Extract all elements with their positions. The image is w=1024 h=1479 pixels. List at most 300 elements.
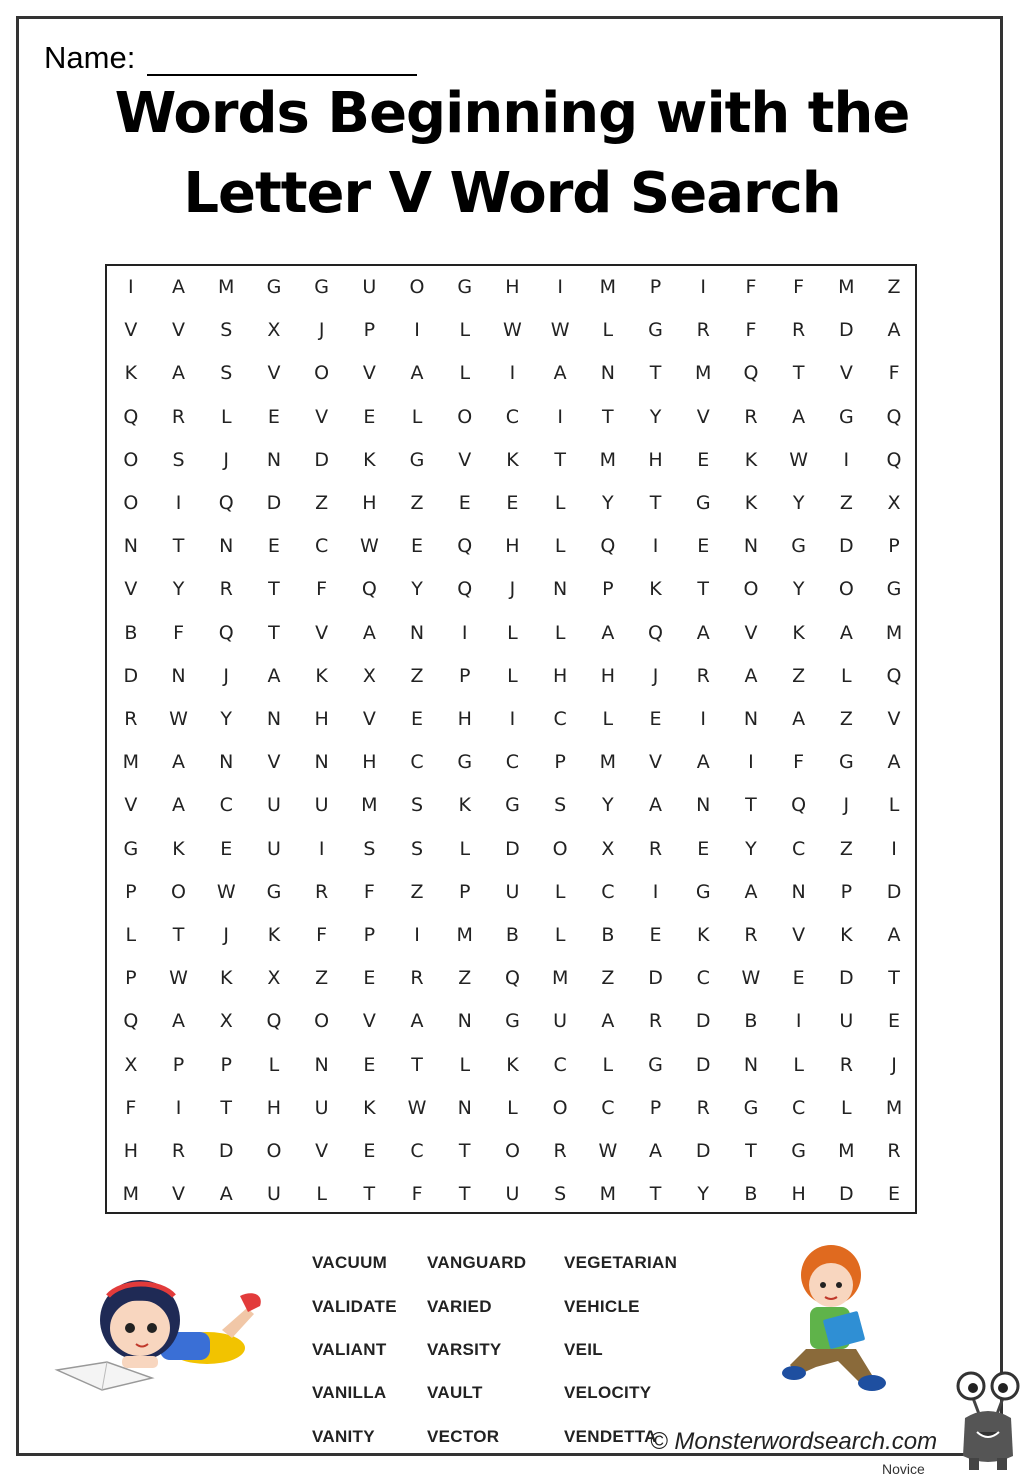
grid-cell[interactable]: Z: [315, 492, 329, 514]
grid-cell[interactable]: O: [552, 1096, 568, 1119]
grid-cell[interactable]: A: [219, 1183, 233, 1206]
grid-cell[interactable]: N: [457, 1096, 472, 1119]
grid-cell[interactable]: I: [652, 880, 659, 903]
grid-cell[interactable]: P: [220, 1053, 232, 1076]
grid-cell[interactable]: F: [411, 1183, 423, 1206]
grid-cell[interactable]: R: [171, 1140, 186, 1162]
grid-cell[interactable]: I: [891, 837, 897, 860]
grid-cell[interactable]: A: [744, 880, 758, 903]
grid-cell[interactable]: L: [841, 1096, 852, 1119]
grid-cell[interactable]: Q: [648, 621, 664, 644]
grid-cell[interactable]: X: [601, 837, 615, 860]
grid-cell[interactable]: A: [172, 1010, 186, 1033]
grid-cell[interactable]: I: [175, 492, 182, 514]
grid-cell[interactable]: A: [887, 751, 901, 774]
grid-cell[interactable]: H: [457, 708, 472, 730]
grid-cell[interactable]: L: [507, 664, 518, 687]
grid-cell[interactable]: P: [125, 967, 137, 990]
grid-cell[interactable]: T: [363, 1183, 376, 1206]
grid-cell[interactable]: J: [223, 924, 230, 946]
grid-cell[interactable]: C: [505, 405, 520, 428]
grid-cell[interactable]: K: [649, 578, 662, 601]
grid-cell[interactable]: Q: [123, 405, 139, 428]
grid-cell[interactable]: E: [506, 492, 519, 514]
grid-cell[interactable]: O: [314, 1010, 330, 1033]
grid-cell[interactable]: W: [741, 967, 761, 990]
grid-cell[interactable]: D: [123, 664, 139, 687]
grid-cell[interactable]: S: [411, 837, 424, 860]
grid-cell[interactable]: Z: [887, 276, 901, 298]
grid-cell[interactable]: L: [793, 1053, 804, 1076]
grid-cell[interactable]: T: [649, 492, 662, 514]
grid-cell[interactable]: S: [220, 319, 233, 342]
grid-cell[interactable]: T: [792, 362, 805, 385]
grid-cell[interactable]: K: [124, 362, 138, 385]
grid-cell[interactable]: W: [503, 319, 522, 342]
grid-cell[interactable]: Z: [839, 708, 853, 730]
grid-cell[interactable]: K: [363, 1096, 376, 1119]
grid-cell[interactable]: D: [695, 1010, 711, 1033]
grid-cell[interactable]: V: [315, 405, 329, 428]
grid-cell[interactable]: M: [218, 276, 235, 298]
grid-cell[interactable]: N: [171, 664, 186, 687]
grid-cell[interactable]: M: [838, 1140, 855, 1162]
grid-cell[interactable]: W: [169, 708, 188, 730]
grid-cell[interactable]: M: [599, 1183, 617, 1206]
grid-cell[interactable]: M: [122, 751, 140, 774]
grid-cell[interactable]: G: [886, 578, 902, 601]
grid-cell[interactable]: A: [172, 751, 186, 774]
grid-cell[interactable]: F: [745, 319, 757, 342]
grid-cell[interactable]: Q: [886, 664, 902, 687]
grid-cell[interactable]: P: [554, 751, 566, 774]
grid-cell[interactable]: P: [125, 880, 137, 903]
grid-cell[interactable]: U: [266, 794, 281, 817]
grid-cell[interactable]: M: [551, 967, 569, 990]
grid-cell[interactable]: E: [220, 837, 233, 860]
grid-cell[interactable]: V: [649, 751, 663, 774]
grid-cell[interactable]: O: [123, 448, 139, 471]
name-line[interactable]: [147, 40, 417, 76]
grid-cell[interactable]: X: [267, 319, 281, 342]
grid-cell[interactable]: R: [696, 319, 710, 342]
grid-cell[interactable]: K: [220, 967, 233, 990]
grid-cell[interactable]: L: [554, 492, 566, 514]
grid-cell[interactable]: G: [791, 535, 806, 558]
grid-cell[interactable]: K: [792, 621, 805, 644]
grid-cell[interactable]: T: [172, 535, 185, 558]
grid-cell[interactable]: Y: [792, 578, 805, 601]
grid-cell[interactable]: E: [649, 924, 662, 946]
grid-cell[interactable]: K: [840, 924, 853, 946]
grid-cell[interactable]: D: [266, 492, 282, 514]
grid-cell[interactable]: Y: [172, 578, 185, 601]
grid-cell[interactable]: P: [840, 880, 853, 903]
grid-cell[interactable]: T: [458, 1140, 471, 1162]
grid-cell[interactable]: M: [885, 1096, 903, 1119]
grid-cell[interactable]: Z: [839, 492, 853, 514]
grid-cell[interactable]: C: [219, 794, 233, 817]
grid-cell[interactable]: K: [744, 448, 758, 471]
grid-cell[interactable]: T: [458, 1183, 471, 1206]
grid-cell[interactable]: M: [599, 276, 617, 298]
grid-cell[interactable]: T: [888, 967, 900, 990]
grid-cell[interactable]: Q: [218, 621, 234, 644]
grid-cell[interactable]: U: [314, 794, 329, 817]
grid-cell[interactable]: F: [125, 1096, 137, 1119]
grid-cell[interactable]: G: [457, 276, 473, 298]
grid-cell[interactable]: V: [315, 621, 329, 644]
grid-cell[interactable]: K: [697, 924, 710, 946]
grid-cell[interactable]: E: [649, 708, 662, 730]
grid-cell[interactable]: A: [696, 751, 710, 774]
grid-cell[interactable]: H: [600, 664, 615, 687]
grid-cell[interactable]: E: [792, 967, 805, 990]
grid-cell[interactable]: G: [123, 837, 139, 860]
grid-cell[interactable]: T: [697, 578, 710, 601]
grid-cell[interactable]: N: [219, 535, 234, 558]
grid-cell[interactable]: J: [891, 1053, 897, 1076]
grid-cell[interactable]: A: [744, 664, 758, 687]
grid-cell[interactable]: G: [648, 319, 663, 342]
grid-cell[interactable]: N: [743, 708, 759, 730]
grid-cell[interactable]: A: [887, 924, 901, 946]
grid-cell[interactable]: U: [266, 837, 281, 860]
grid-cell[interactable]: V: [124, 794, 138, 817]
grid-cell[interactable]: C: [505, 751, 520, 774]
grid-cell[interactable]: R: [792, 319, 806, 342]
grid-cell[interactable]: G: [791, 1140, 806, 1162]
grid-cell[interactable]: V: [839, 362, 853, 385]
grid-cell[interactable]: I: [652, 535, 659, 558]
grid-cell[interactable]: H: [505, 535, 520, 558]
grid-cell[interactable]: B: [124, 621, 138, 644]
grid-cell[interactable]: H: [791, 1183, 806, 1206]
grid-cell[interactable]: I: [509, 708, 516, 730]
grid-cell[interactable]: V: [887, 708, 901, 730]
grid-cell[interactable]: M: [361, 794, 378, 817]
grid-cell[interactable]: J: [318, 319, 325, 342]
grid-cell[interactable]: K: [506, 1053, 519, 1076]
grid-cell[interactable]: I: [748, 751, 754, 774]
grid-cell[interactable]: S: [363, 837, 376, 860]
grid-cell[interactable]: Y: [411, 578, 423, 601]
grid-cell[interactable]: D: [886, 880, 902, 903]
grid-cell[interactable]: A: [792, 405, 806, 428]
grid-cell[interactable]: H: [648, 448, 663, 471]
grid-cell[interactable]: A: [839, 621, 853, 644]
grid-cell[interactable]: D: [839, 1183, 854, 1206]
grid-cell[interactable]: G: [648, 1053, 663, 1076]
grid-cell[interactable]: D: [695, 1053, 711, 1076]
grid-cell[interactable]: B: [744, 1010, 758, 1033]
grid-cell[interactable]: I: [414, 924, 420, 946]
grid-cell[interactable]: L: [602, 708, 614, 730]
grid-cell[interactable]: D: [218, 1140, 234, 1162]
grid-cell[interactable]: A: [649, 1140, 663, 1162]
grid-cell[interactable]: J: [509, 578, 516, 601]
grid-cell[interactable]: I: [557, 276, 563, 298]
grid-cell[interactable]: M: [456, 924, 473, 946]
grid-cell[interactable]: V: [267, 751, 281, 774]
grid-cell[interactable]: M: [599, 448, 617, 471]
grid-cell[interactable]: G: [266, 276, 282, 298]
grid-cell[interactable]: V: [696, 405, 710, 428]
grid-cell[interactable]: C: [601, 880, 615, 903]
grid-cell[interactable]: J: [652, 664, 659, 687]
grid-cell[interactable]: X: [219, 1010, 233, 1033]
grid-cell[interactable]: K: [315, 664, 328, 687]
grid-cell[interactable]: G: [695, 492, 711, 514]
grid-cell[interactable]: K: [458, 794, 471, 817]
grid-cell[interactable]: A: [172, 794, 186, 817]
grid-cell[interactable]: E: [363, 1140, 376, 1162]
grid-cell[interactable]: P: [649, 1096, 662, 1119]
grid-cell[interactable]: L: [268, 1053, 280, 1076]
grid-cell[interactable]: A: [601, 621, 615, 644]
grid-cell[interactable]: G: [743, 1096, 759, 1119]
grid-cell[interactable]: L: [125, 924, 137, 946]
grid-cell[interactable]: N: [219, 751, 234, 774]
grid-cell[interactable]: E: [697, 448, 710, 471]
grid-cell[interactable]: S: [172, 448, 185, 471]
grid-cell[interactable]: N: [314, 1053, 329, 1076]
grid-cell[interactable]: E: [267, 535, 280, 558]
grid-cell[interactable]: T: [649, 362, 662, 385]
grid-cell[interactable]: L: [507, 621, 518, 644]
grid-cell[interactable]: A: [696, 621, 710, 644]
grid-cell[interactable]: G: [695, 880, 711, 903]
grid-cell[interactable]: A: [601, 1010, 615, 1033]
grid-cell[interactable]: E: [888, 1183, 901, 1206]
grid-cell[interactable]: V: [792, 924, 806, 946]
grid-cell[interactable]: H: [266, 1096, 282, 1119]
grid-cell[interactable]: K: [267, 924, 281, 946]
grid-cell[interactable]: Z: [410, 664, 424, 687]
grid-cell[interactable]: O: [266, 1140, 282, 1162]
grid-cell[interactable]: T: [220, 1096, 233, 1119]
grid-cell[interactable]: U: [505, 1183, 520, 1206]
grid-cell[interactable]: I: [557, 405, 563, 428]
grid-cell[interactable]: O: [552, 837, 568, 860]
grid-cell[interactable]: G: [409, 448, 425, 471]
grid-cell[interactable]: P: [172, 1053, 185, 1076]
grid-cell[interactable]: R: [124, 708, 138, 730]
grid-cell[interactable]: U: [505, 880, 520, 903]
grid-cell[interactable]: L: [602, 1053, 614, 1076]
grid-cell[interactable]: L: [507, 1096, 518, 1119]
grid-cell[interactable]: B: [601, 924, 615, 946]
grid-cell[interactable]: Q: [743, 362, 759, 385]
grid-cell[interactable]: F: [793, 276, 805, 298]
grid-cell[interactable]: V: [172, 1183, 186, 1206]
grid-cell[interactable]: Y: [602, 492, 614, 514]
grid-cell[interactable]: A: [172, 362, 186, 385]
grid-cell[interactable]: T: [172, 924, 185, 946]
grid-cell[interactable]: L: [459, 319, 471, 342]
grid-cell[interactable]: L: [602, 319, 614, 342]
grid-cell[interactable]: D: [648, 967, 663, 990]
grid-cell[interactable]: X: [124, 1053, 138, 1076]
name-field[interactable]: [44, 40, 417, 76]
grid-cell[interactable]: L: [459, 362, 471, 385]
grid-cell[interactable]: C: [553, 1053, 567, 1076]
grid-cell[interactable]: E: [363, 405, 376, 428]
grid-cell[interactable]: T: [745, 794, 757, 817]
grid-cell[interactable]: Y: [745, 837, 757, 860]
grid-cell[interactable]: A: [267, 664, 281, 687]
grid-cell[interactable]: U: [839, 1010, 854, 1033]
grid-cell[interactable]: E: [458, 492, 471, 514]
grid-cell[interactable]: H: [505, 276, 520, 298]
grid-cell[interactable]: D: [839, 319, 854, 342]
grid-cell[interactable]: P: [888, 535, 900, 558]
grid-cell[interactable]: D: [839, 535, 854, 558]
grid-cell[interactable]: O: [123, 492, 139, 514]
grid-cell[interactable]: G: [505, 1010, 520, 1033]
grid-cell[interactable]: C: [792, 837, 806, 860]
grid-cell[interactable]: B: [744, 1183, 758, 1206]
grid-cell[interactable]: C: [601, 1096, 615, 1119]
grid-cell[interactable]: Z: [601, 967, 615, 990]
grid-cell[interactable]: L: [841, 664, 852, 687]
grid-cell[interactable]: A: [410, 1010, 424, 1033]
grid-cell[interactable]: A: [887, 319, 901, 342]
grid-cell[interactable]: O: [314, 362, 330, 385]
grid-cell[interactable]: I: [175, 1096, 182, 1119]
grid-cell[interactable]: V: [362, 362, 376, 385]
grid-cell[interactable]: E: [267, 405, 280, 428]
grid-cell[interactable]: U: [553, 1010, 568, 1033]
grid-cell[interactable]: E: [411, 708, 424, 730]
grid-cell[interactable]: H: [123, 1140, 138, 1162]
grid-cell[interactable]: W: [550, 319, 570, 342]
grid-cell[interactable]: F: [316, 924, 328, 946]
grid-cell[interactable]: P: [363, 924, 376, 946]
grid-cell[interactable]: O: [171, 880, 187, 903]
grid-cell[interactable]: F: [745, 276, 757, 298]
grid-cell[interactable]: G: [266, 880, 282, 903]
grid-cell[interactable]: A: [410, 362, 424, 385]
grid-cell[interactable]: J: [843, 794, 850, 817]
grid-cell[interactable]: E: [411, 535, 424, 558]
grid-cell[interactable]: P: [363, 319, 376, 342]
grid-cell[interactable]: N: [314, 751, 329, 774]
grid-cell[interactable]: Q: [886, 448, 902, 471]
grid-cell[interactable]: X: [362, 664, 376, 687]
grid-cell[interactable]: V: [362, 1010, 376, 1033]
grid-cell[interactable]: C: [410, 751, 424, 774]
grid-cell[interactable]: F: [316, 578, 328, 601]
grid-cell[interactable]: Y: [792, 492, 805, 514]
grid-cell[interactable]: Z: [458, 967, 472, 990]
grid-cell[interactable]: K: [172, 837, 185, 860]
grid-cell[interactable]: T: [268, 578, 280, 601]
grid-cell[interactable]: K: [744, 492, 758, 514]
grid-cell[interactable]: C: [696, 967, 710, 990]
grid-cell[interactable]: N: [266, 708, 282, 730]
grid-cell[interactable]: T: [268, 621, 280, 644]
grid-cell[interactable]: Q: [886, 405, 902, 428]
grid-cell[interactable]: A: [649, 794, 663, 817]
grid-cell[interactable]: M: [599, 751, 617, 774]
grid-cell[interactable]: S: [554, 794, 567, 817]
grid-cell[interactable]: W: [407, 1096, 427, 1119]
grid-cell[interactable]: Q: [791, 794, 807, 817]
grid-cell[interactable]: V: [744, 621, 758, 644]
grid-cell[interactable]: M: [695, 362, 712, 385]
grid-cell[interactable]: L: [220, 405, 232, 428]
grid-cell[interactable]: L: [554, 880, 566, 903]
grid-cell[interactable]: N: [457, 1010, 472, 1033]
grid-cell[interactable]: M: [838, 276, 855, 298]
grid-cell[interactable]: V: [362, 708, 376, 730]
grid-cell[interactable]: G: [838, 751, 854, 774]
grid-cell[interactable]: J: [223, 664, 230, 687]
grid-cell[interactable]: E: [697, 837, 710, 860]
grid-cell[interactable]: U: [314, 1096, 329, 1119]
grid-cell[interactable]: L: [316, 1183, 327, 1206]
grid-cell[interactable]: O: [743, 578, 759, 601]
grid-cell[interactable]: L: [554, 535, 566, 558]
grid-cell[interactable]: V: [267, 362, 281, 385]
grid-cell[interactable]: R: [887, 1140, 901, 1162]
grid-cell[interactable]: T: [602, 405, 614, 428]
grid-cell[interactable]: P: [459, 664, 471, 687]
grid-cell[interactable]: Q: [123, 1010, 139, 1033]
grid-cell[interactable]: H: [362, 751, 377, 774]
grid-cell[interactable]: I: [414, 319, 420, 342]
grid-cell[interactable]: W: [789, 448, 809, 471]
grid-cell[interactable]: F: [363, 880, 375, 903]
grid-cell[interactable]: N: [553, 578, 568, 601]
grid-cell[interactable]: V: [124, 578, 138, 601]
grid-cell[interactable]: H: [362, 492, 377, 514]
grid-cell[interactable]: G: [505, 794, 520, 817]
grid-cell[interactable]: Q: [504, 967, 520, 990]
grid-cell[interactable]: R: [171, 405, 186, 428]
grid-cell[interactable]: E: [697, 535, 710, 558]
grid-cell[interactable]: R: [839, 1053, 853, 1076]
grid-cell[interactable]: U: [362, 276, 377, 298]
grid-cell[interactable]: I: [843, 448, 850, 471]
grid-cell[interactable]: G: [314, 276, 329, 298]
grid-cell[interactable]: T: [554, 448, 566, 471]
grid-cell[interactable]: P: [602, 578, 614, 601]
grid-cell[interactable]: Z: [839, 837, 853, 860]
grid-cell[interactable]: K: [506, 448, 519, 471]
grid-cell[interactable]: D: [505, 837, 520, 860]
grid-cell[interactable]: R: [315, 880, 329, 903]
grid-cell[interactable]: Q: [218, 492, 234, 514]
grid-cell[interactable]: F: [793, 751, 805, 774]
grid-cell[interactable]: I: [795, 1010, 802, 1033]
grid-cell[interactable]: Z: [792, 664, 806, 687]
grid-cell[interactable]: J: [223, 448, 230, 471]
grid-cell[interactable]: S: [220, 362, 233, 385]
grid-cell[interactable]: T: [411, 1053, 423, 1076]
grid-cell[interactable]: I: [509, 362, 516, 385]
grid-cell[interactable]: N: [409, 621, 425, 644]
grid-cell[interactable]: C: [553, 708, 567, 730]
grid-cell[interactable]: V: [458, 448, 472, 471]
grid-cell[interactable]: Q: [457, 535, 473, 558]
grid-cell[interactable]: Z: [410, 492, 424, 514]
grid-cell[interactable]: R: [696, 664, 710, 687]
grid-cell[interactable]: R: [219, 578, 233, 601]
grid-cell[interactable]: I: [700, 708, 707, 730]
grid-cell[interactable]: Y: [697, 1183, 710, 1206]
